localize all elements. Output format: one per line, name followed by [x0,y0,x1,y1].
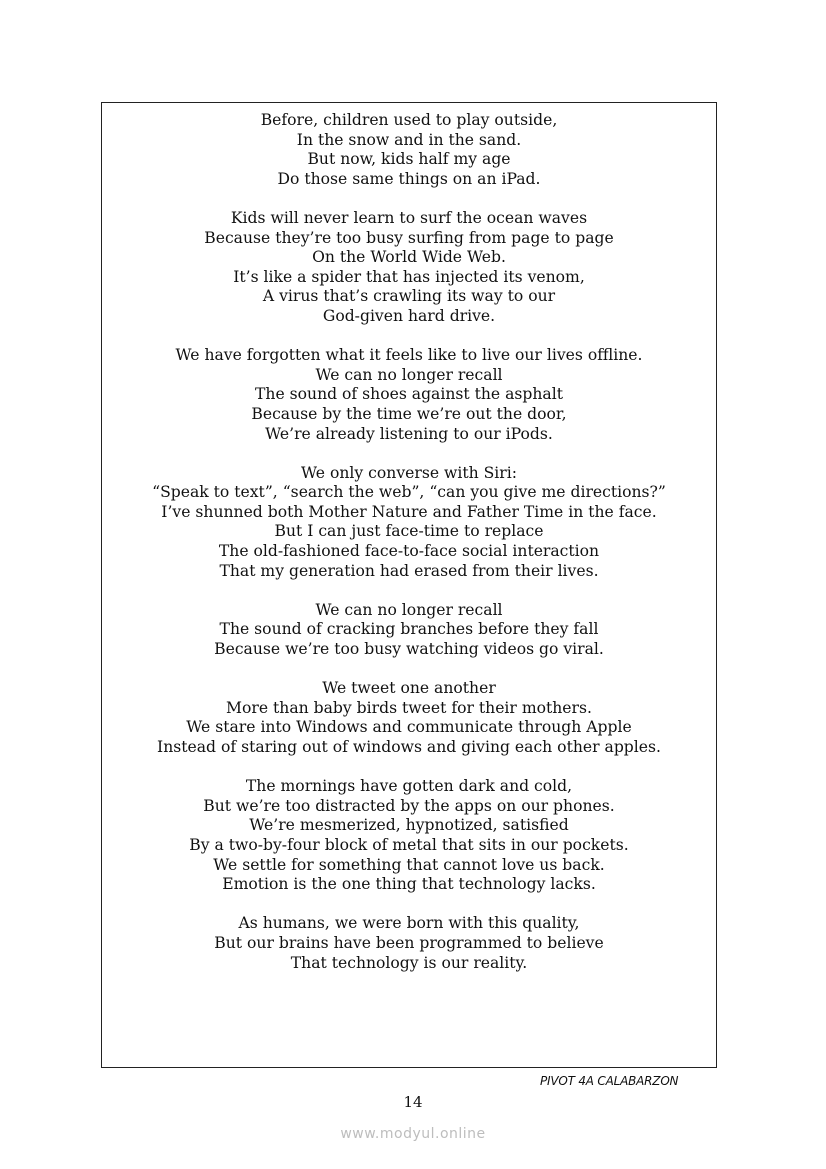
poem-line: God-given hard drive. [322,306,496,325]
poem-line: It’s like a spider that has injected its venom, [233,267,585,286]
poem-line: A virus that’s crawling its way to our [262,287,556,306]
poem-line: We can no longer recall [315,365,503,384]
poem-line: I’ve shunned both Mother Nature and Father Time in the face. [161,502,657,521]
poem-stanza [102,464,716,582]
poem-line: More than baby birds tweet for their mothers. [226,698,592,717]
poem-line: That my generation had erased from their lives. [219,561,599,580]
poem-line: The old-fashioned face-to-face social interaction [218,542,600,561]
poem-line: Because by the time we’re out the door, [251,404,567,423]
poem-line: As humans, we were born with this quality, [238,914,580,933]
watermark: www.modyul.online [340,1126,486,1142]
poem-line: Emotion is the one thing that technology lacks. [222,875,596,894]
poem-line: But I can just face-time to replace [274,522,544,541]
poem-stanza [102,346,716,444]
poem-line: Kids will never learn to surf the ocean waves [230,208,588,227]
poem-line: But our brains have been programmed to believe [214,933,604,952]
poem-line: Do those same things on an iPad. [277,169,541,188]
poem-line: In the snow and in the sand. [296,130,522,149]
poem-line: That technology is our reality. [290,953,528,972]
poem-line: We tweet one another [322,679,496,698]
poem-line: But we’re too distracted by the apps on our phones. [203,796,615,815]
poem-line: By a two-by-four block of metal that sits in our pockets. [189,835,629,854]
footer-label: PIVOT 4A CALABARZON [540,1074,679,1088]
poem-text [102,111,716,993]
poem-stanza [102,111,716,189]
poem-line: “Speak to text”, “search the web”, “can you give me directions?” [152,483,666,502]
poem-line: Because they’re too busy surfing from page to page [204,228,614,247]
poem-line: We can no longer recall [315,600,503,619]
poem-line: We’re mesmerized, hypnotized, satisfied [249,816,569,835]
poem-line: But now, kids half my age [307,150,511,169]
poem-line: We’re already listening to our iPods. [265,424,553,443]
poem-line: Instead of staring out of windows and giving each other apples. [157,738,661,756]
poem-line: Before, children used to play outside, [260,111,558,129]
poem-line: We have forgotten what it feels like to live our lives offline. [175,346,643,365]
poem-stanza [102,777,716,895]
page-number: 14 [403,1093,423,1111]
poem-line: We settle for something that cannot love us back. [213,855,605,874]
poem-line: The mornings have gotten dark and cold, [245,777,573,796]
poem-stanza [102,209,716,327]
poem-line: We only converse with Siri: [301,463,517,482]
poem-line: The sound of cracking branches before they fall [219,620,599,639]
poem-line: Because we’re too busy watching videos go viral. [214,640,604,659]
poem-stanza [102,679,716,757]
poem-box [101,102,717,1068]
poem-stanza [102,601,716,660]
poem-line: On the World Wide Web. [312,248,506,267]
poem-line: We stare into Windows and communicate through Apple [186,718,632,737]
poem-stanza [102,914,716,973]
poem-line: The sound of shoes against the asphalt [255,385,563,404]
